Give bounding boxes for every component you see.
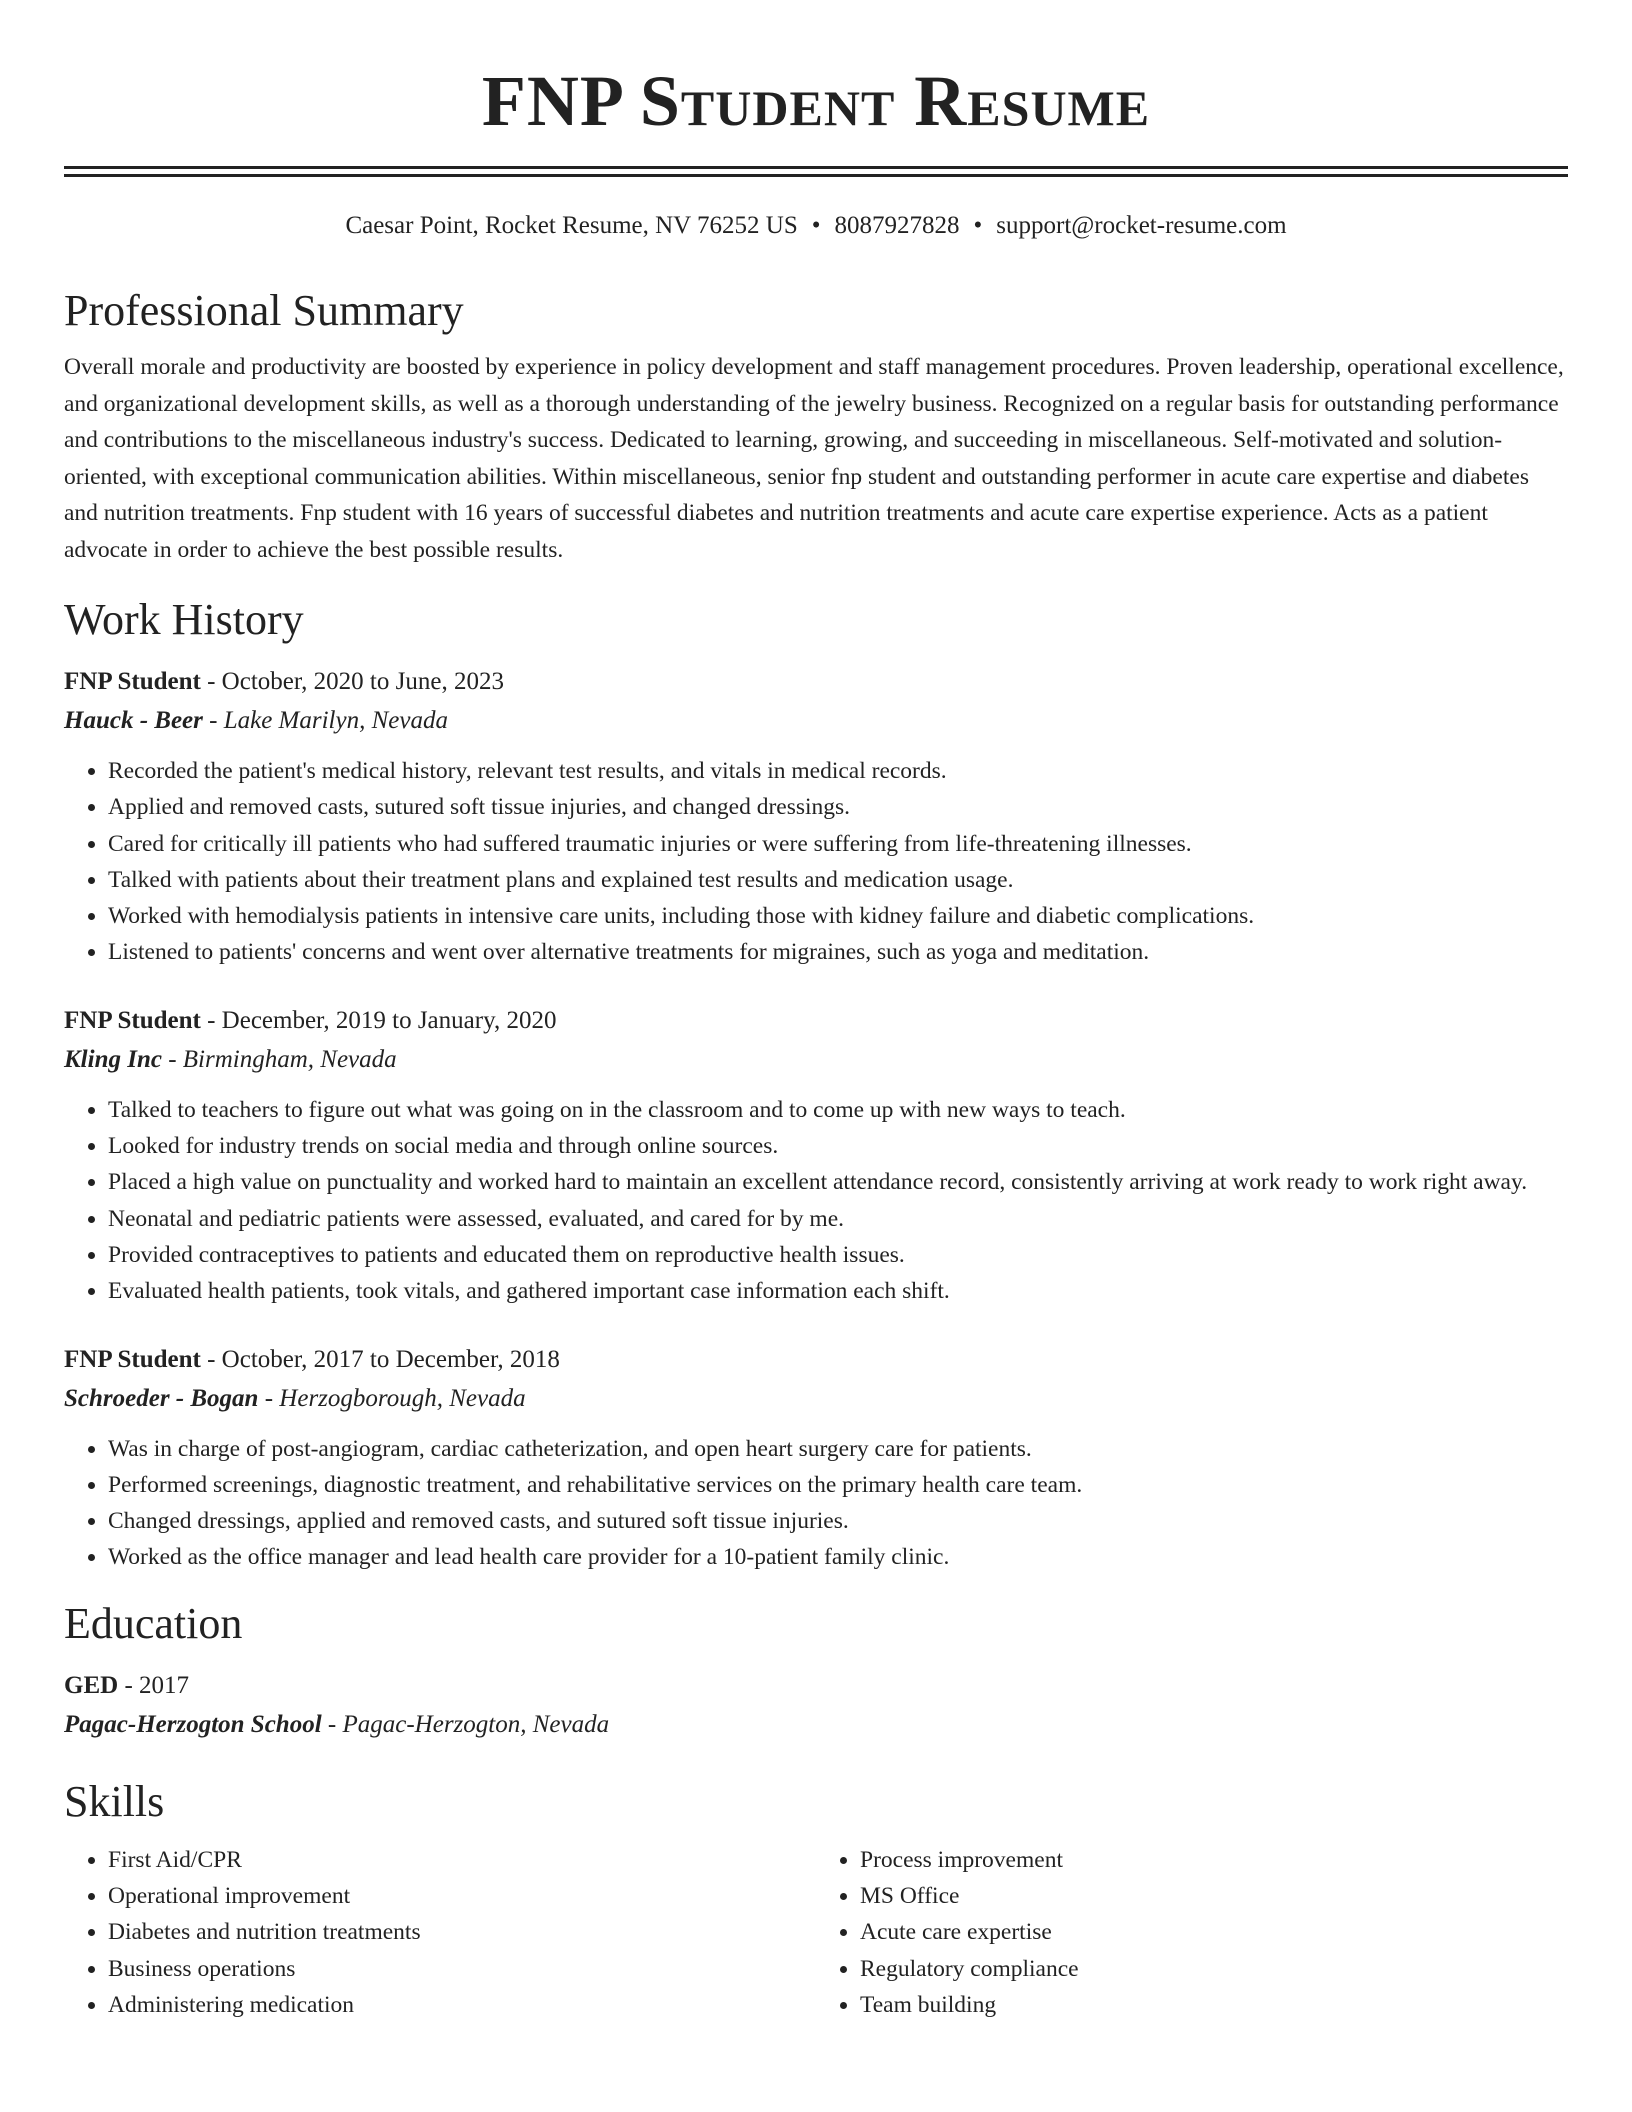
job-title-line [64,1340,1568,1379]
job-dates: - October, 2017 to December, 2018 [200,1345,560,1373]
graduation-year: - 2017 [118,1671,190,1699]
list-item: • Worked as the office manager and lead health care provider for a 10-patient family clinic. [108,1539,1568,1575]
job-title-line [64,662,1568,701]
summary-text: Overall morale and productivity are boosted by experience in policy development and staff management procedures. Proven leadership, operational excellence, and organizational development skills, as well as a thorough understanding of the jewelry business. Recognized on a regular basis for outstanding performance and contributions to the miscellaneous industry's success. Dedicated to learning, growing, and succeeding in miscellaneous. Self-motivated and solution-oriented, with exceptional communication abilities. Within miscellaneous, senior fnp student and outstanding performer in acute care expertise and diabetes and nutrition treatments. Fnp student with 16 years of successful diabetes and nutrition treatments and acute care expertise experience. Acts as a patient advocate in order to achieve the best possible results. [64,354,1564,563]
list-item: • Changed dressings, applied and removed casts, and sutured soft tissue injuries. [108,1503,1568,1539]
list-item: • Applied and removed casts, sutured soft tissue injuries, and changed dressings. [108,789,1568,825]
school-location: - Pagac-Herzogton, Nevada [321,1710,610,1738]
list-item: • Worked with hemodialysis patients in intensive care units, including those with kidney failure and diabetic complications. [108,898,1568,934]
skill-item: • Business operations [108,1951,816,1987]
contact-separator: • [811,212,821,239]
skill-item: • Regulatory compliance [860,1951,1568,1987]
job-title: FNP Student [64,1006,201,1034]
skill-item: • MS Office [860,1878,1568,1914]
job-company-line [64,701,1568,740]
skill-item: • Acute care expertise [860,1914,1568,1950]
degree-line [64,1666,1568,1705]
job-company-line [64,1040,1568,1079]
section-heading: Skills [64,1776,165,1826]
skill-item: • Administering medication [108,1987,816,2023]
contact-address: Caesar Point, Rocket Resume, NV 76252 US [345,212,798,239]
list-item: • Placed a high value on punctuality and worked hard to maintain an excellent attendance record, consistently arriving at work ready to work right away. [108,1164,1568,1200]
contact-separator: • [973,212,983,239]
list-item: • Provided contraceptives to patients and educated them on reproductive health issues. [108,1237,1568,1273]
job-entry [64,662,1568,971]
skills-list-left [64,1842,816,2023]
job-company: Hauck - Beer [64,707,203,734]
list-item: • Talked with patients about their treatment plans and explained test results and medication usage. [108,862,1568,898]
list-item: • Was in charge of post-angiogram, cardiac catheterization, and open heart surgery care for patients. [108,1431,1568,1467]
job-company-line [64,1379,1568,1418]
list-item: • Talked to teachers to figure out what was going on in the classroom and to come up with new ways to teach. [108,1092,1568,1128]
list-item: • Neonatal and pediatric patients were assessed, evaluated, and cared for by me. [108,1201,1568,1237]
skills-list-right [816,1842,1568,2023]
skill-item: • Process improvement [860,1842,1568,1878]
job-bullets [64,1092,1568,1310]
skills-columns [64,1842,1568,2023]
skill-item: • Diabetes and nutrition treatments [108,1914,816,1950]
skill-item: • Operational improvement [108,1878,816,1914]
job-title-line [64,1001,1568,1040]
resume-title: FNP Student Resume [481,61,1151,141]
school-name: Pagac-Herzogton School [64,1710,322,1738]
contact-phone: 8087927828 [834,212,960,239]
job-bullets [64,753,1568,971]
education-section [64,1596,1568,1744]
degree: GED [64,1671,119,1699]
section-heading: Work History [64,595,304,644]
skills-section [64,1774,1568,2023]
list-item: • Cared for critically ill patients who had suffered traumatic injuries or were suffering from life-threatening illnesses. [108,826,1568,862]
list-item: • Evaluated health patients, took vitals, and gathered important case information each shift. [108,1273,1568,1309]
education-entry [64,1666,1568,1744]
job-location: - Lake Marilyn, Nevada [202,707,448,734]
list-item: • Looked for industry trends on social media and through online sources. [108,1128,1568,1164]
title-divider [64,166,1568,177]
job-title: FNP Student [64,668,201,695]
job-dates: - December, 2019 to January, 2020 [200,1006,557,1034]
job-company: Schroeder - Bogan [64,1384,259,1412]
job-dates: - October, 2020 to June, 2023 [200,668,504,695]
job-entry [64,1001,1568,1310]
work-history-section [64,592,1568,1576]
list-item: • Performed screenings, diagnostic treatment, and rehabilitative services on the primary health care team. [108,1467,1568,1503]
job-location: - Herzogborough, Nevada [258,1384,526,1412]
section-heading: Education [64,1598,243,1648]
job-location: - Birmingham, Nevada [161,1045,397,1073]
job-company: Kling Inc [64,1045,162,1073]
job-bullets [64,1431,1568,1576]
school-line [64,1705,1568,1744]
list-item: • Recorded the patient's medical history, relevant test results, and vitals in medical records. [108,753,1568,789]
section-heading: Professional Summary [64,286,464,335]
job-entry [64,1340,1568,1576]
list-item: • Listened to patients' concerns and went over alternative treatments for migraines, such as yoga and meditation. [108,934,1568,970]
job-title: FNP Student [64,1345,201,1373]
skill-item: • First Aid/CPR [108,1842,816,1878]
professional-summary-section [64,283,1568,568]
skill-item: • Team building [860,1987,1568,2023]
contact-line [64,209,1568,243]
contact-email: support@rocket-resume.com [996,212,1287,239]
